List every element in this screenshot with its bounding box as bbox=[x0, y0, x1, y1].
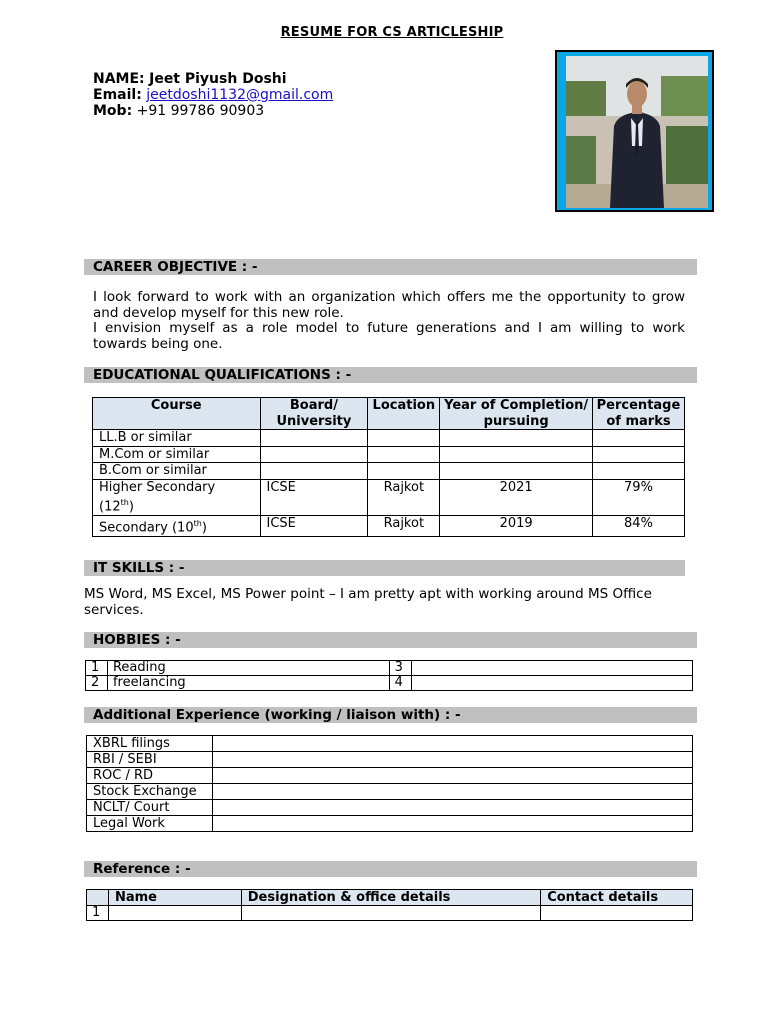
course-cell: LL.B or similar bbox=[93, 430, 261, 447]
page-title: RESUME FOR CS ARTICLESHIP bbox=[280, 25, 504, 40]
hobby-cell bbox=[411, 676, 692, 691]
course-text: Secondary (10 bbox=[99, 520, 194, 536]
table-row bbox=[87, 784, 693, 800]
reference-designation bbox=[241, 906, 540, 921]
hobby-cell: Reading bbox=[107, 661, 389, 676]
table-row bbox=[86, 676, 693, 691]
board-cell bbox=[260, 446, 368, 463]
experience-label: Legal Work bbox=[87, 816, 213, 832]
experience-value bbox=[212, 752, 692, 768]
hobby-number: 1 bbox=[86, 661, 108, 676]
career-paragraph-2: I envision myself as a role model to future generations and I am willing to work towards being one. bbox=[93, 320, 685, 352]
personal-info bbox=[93, 71, 333, 119]
board-cell: ICSE bbox=[260, 515, 368, 536]
pct-cell: 84% bbox=[592, 515, 684, 536]
course-cell bbox=[93, 479, 261, 515]
it-skills-text: MS Word, MS Excel, MS Power point – I am pretty apt with working around MS Office services. bbox=[84, 586, 652, 618]
year-cell: 2019 bbox=[440, 515, 593, 536]
col-board: Board/ University bbox=[260, 398, 368, 430]
col-name: Name bbox=[108, 890, 241, 906]
col-course: Course bbox=[93, 398, 261, 430]
table-row bbox=[93, 479, 685, 515]
table-row bbox=[86, 661, 693, 676]
reference-contact bbox=[541, 906, 693, 921]
course-sup: th bbox=[193, 518, 202, 528]
name-line bbox=[93, 71, 333, 87]
year-cell: 2021 bbox=[440, 479, 593, 515]
career-paragraph-1: I look forward to work with an organization which offers me the opportunity to grow and develop myself for this new role. bbox=[93, 289, 685, 321]
table-row bbox=[87, 816, 693, 832]
table-row bbox=[87, 768, 693, 784]
email-line bbox=[93, 87, 333, 103]
experience-value bbox=[212, 736, 692, 752]
board-cell: ICSE bbox=[260, 479, 368, 515]
course-cell: B.Com or similar bbox=[93, 463, 261, 480]
reference-table bbox=[86, 889, 693, 921]
table-row bbox=[87, 906, 693, 921]
pct-cell bbox=[592, 463, 684, 480]
hobby-cell: freelancing bbox=[107, 676, 389, 691]
experience-value bbox=[212, 816, 692, 832]
location-cell bbox=[368, 446, 440, 463]
reference-number: 1 bbox=[87, 906, 109, 921]
pct-cell bbox=[592, 446, 684, 463]
experience-value bbox=[212, 784, 692, 800]
course-end: ) bbox=[128, 499, 134, 515]
table-row bbox=[93, 515, 685, 536]
col-percentage: Percentage of marks bbox=[592, 398, 684, 430]
board-cell bbox=[260, 430, 368, 447]
reference-header: Reference : - bbox=[84, 861, 697, 877]
name-value: Jeet Piyush Doshi bbox=[149, 71, 287, 87]
location-cell: Rajkot bbox=[368, 515, 440, 536]
career-objective-text bbox=[93, 290, 685, 352]
course-end: ) bbox=[201, 520, 207, 536]
name-label: NAME: bbox=[93, 71, 145, 87]
year-cell bbox=[440, 446, 593, 463]
reference-name bbox=[108, 906, 241, 921]
col-designation: Designation & office details bbox=[241, 890, 540, 906]
col-number bbox=[87, 890, 109, 906]
experience-value bbox=[212, 768, 692, 784]
mob-value: +91 99786 90903 bbox=[136, 103, 265, 119]
email-label: Email: bbox=[93, 87, 142, 103]
course-text: Higher Secondary (12 bbox=[99, 479, 216, 515]
table-row bbox=[87, 736, 693, 752]
hobbies-table bbox=[85, 660, 693, 691]
hobby-cell bbox=[411, 661, 692, 676]
location-cell bbox=[368, 430, 440, 447]
experience-label: RBI / SEBI bbox=[87, 752, 213, 768]
col-location: Location bbox=[368, 398, 440, 430]
experience-value bbox=[212, 800, 692, 816]
career-objective-header: CAREER OBJECTIVE : - bbox=[84, 259, 697, 275]
table-row bbox=[93, 463, 685, 480]
experience-table bbox=[86, 735, 693, 832]
table-row bbox=[93, 430, 685, 447]
reference-header-row bbox=[87, 890, 693, 906]
course-cell bbox=[93, 515, 261, 536]
hobbies-header: HOBBIES : - bbox=[84, 632, 697, 648]
hobby-number: 4 bbox=[389, 676, 411, 691]
year-cell bbox=[440, 463, 593, 480]
education-header-row bbox=[93, 398, 685, 430]
board-cell bbox=[260, 463, 368, 480]
table-row bbox=[93, 446, 685, 463]
course-cell: M.Com or similar bbox=[93, 446, 261, 463]
experience-label: NCLT/ Court bbox=[87, 800, 213, 816]
mob-label: Mob: bbox=[93, 103, 133, 119]
year-cell bbox=[440, 430, 593, 447]
table-row bbox=[87, 752, 693, 768]
col-contact: Contact details bbox=[541, 890, 693, 906]
pct-cell bbox=[592, 430, 684, 447]
experience-header: Additional Experience (working / liaison with) : - bbox=[84, 707, 697, 723]
education-table bbox=[92, 397, 685, 537]
hobby-number: 2 bbox=[86, 676, 108, 691]
location-cell bbox=[368, 463, 440, 480]
email-link[interactable]: jeetdoshi1132@gmail.com bbox=[146, 87, 334, 103]
it-skills-header: IT SKILLS : - bbox=[84, 560, 685, 576]
experience-label: Stock Exchange bbox=[87, 784, 213, 800]
table-row bbox=[87, 800, 693, 816]
location-cell: Rajkot bbox=[368, 479, 440, 515]
mob-line bbox=[93, 103, 333, 119]
col-year: Year of Completion/ pursuing bbox=[440, 398, 593, 430]
profile-photo-illustration bbox=[566, 56, 708, 208]
hobby-number: 3 bbox=[389, 661, 411, 676]
pct-cell: 79% bbox=[592, 479, 684, 515]
experience-label: ROC / RD bbox=[87, 768, 213, 784]
profile-photo bbox=[566, 56, 708, 208]
education-header: EDUCATIONAL QUALIFICATIONS : - bbox=[84, 367, 697, 383]
course-sup: th bbox=[120, 498, 129, 507]
experience-label: XBRL filings bbox=[87, 736, 213, 752]
